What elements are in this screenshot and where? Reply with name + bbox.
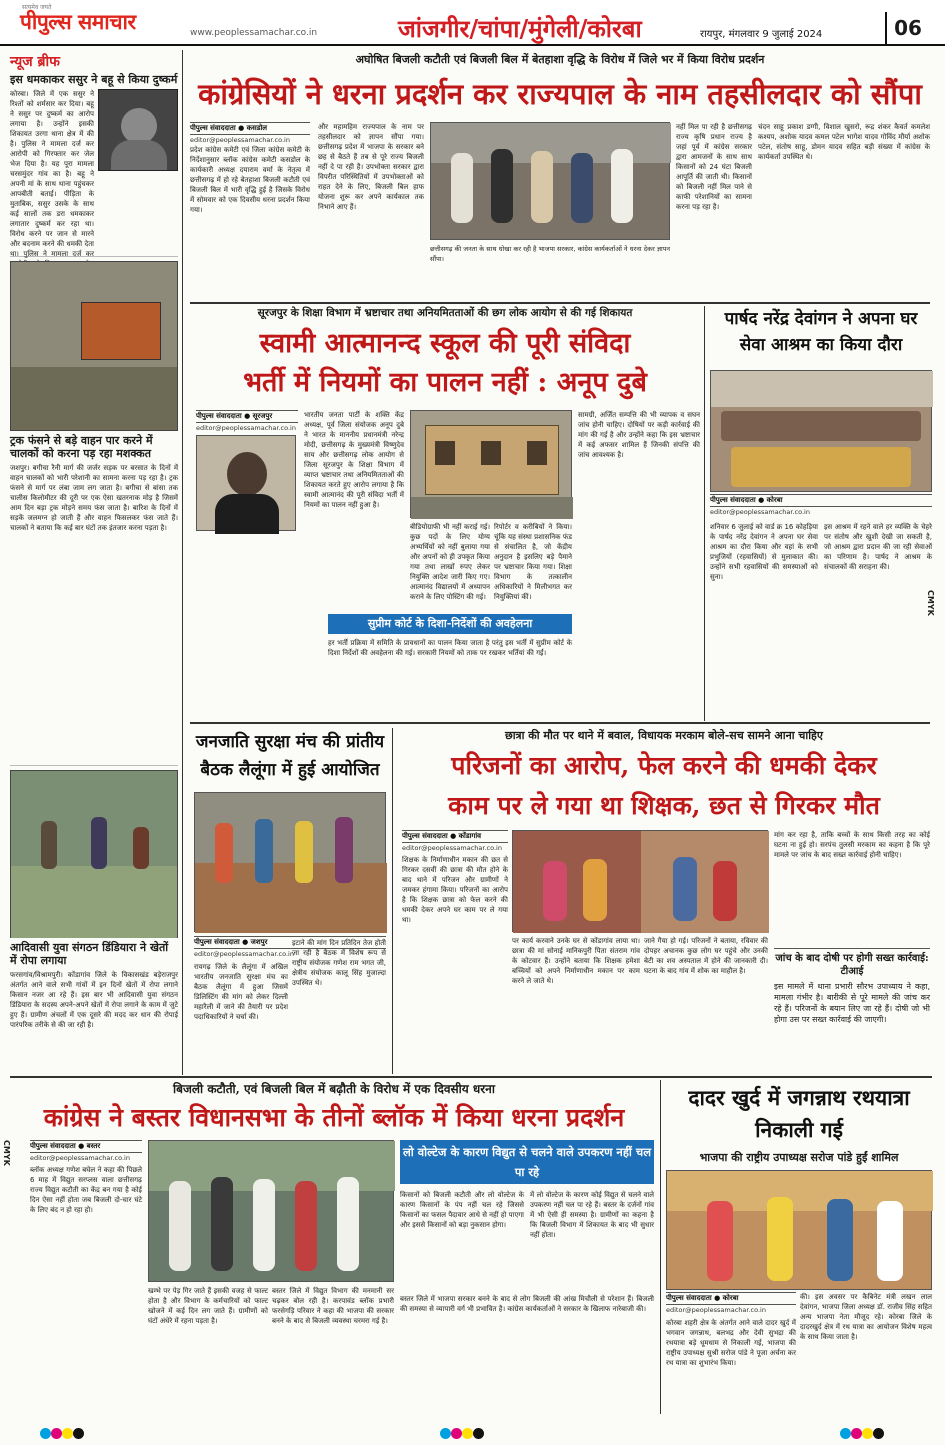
cmyk-side-mark: CMYK	[2, 1140, 11, 1166]
brief-2-photo	[10, 261, 178, 431]
news-brief-column	[10, 52, 178, 1072]
story7-body-1: कोरबा शहरी क्षेत्र के अंतर्गत आने वाले दादर खुर्द में भगवान जगन्नाथ, बलभद्र और देवी सुभद्रा की रथयात्रा बड़े धूमधाम से निकाली गई, भाजपा की राष्ट्रीय उपाध्यक्ष सुश्री सरोज पांडे ने पूजा अर्चना कर रथ यात्रा का शुभारंभ किया।	[666, 1319, 796, 1367]
story2-school-photo	[410, 410, 572, 518]
story5-headline-2: काम पर ले गया था शिक्षक, छत से गिरकर मौत	[448, 791, 880, 820]
story3-body-2: इस आश्रम में रहने वाले हर व्यक्ति के चेहरे पर संतोष और खुशी देखी जा सकती है, जो आश्रम द्वारा प्रदान की जा रही सेवाओं का परिणाम है। पार्षद ने आश्रम के संचालकों की सराहना की।	[824, 523, 932, 571]
story6-body-4: किसानों को बिजली कटौती और लो वोल्टेज के कारण किसानों के पंप नहीं चल रहे जिससे किसानों का फसल पैदावार आधे से नहीं हो पाएगा और इससे किसानों को बड़ा नुकसान होगा।	[400, 1191, 524, 1229]
story5-boxed-body: इस मामले में थाना प्रभारी सौरभ उपाध्याय ने कहा, मामला गंभीर है। बारीकी से पूरे मामले की जांच कर रहे हैं। परिजनों के बयान लिए जा रहे हैं। दोषी जो भी होगा उस पर सख्त कार्रवाई की जाएगी।	[774, 982, 930, 1024]
lead-photo-caption: छत्तीसगढ़ की जनता के साथ धोखा कर रही है भाजपा सरकार, कांग्रेस कार्यकर्ताओं ने धरना देकर ज्ञापन सौंपा।	[430, 245, 670, 263]
story3-byline: पीपुल्स संवाददाता ● कोरबा	[710, 494, 932, 507]
lead-byline: पीपुल्स संवाददाता ● कसडोल	[190, 122, 310, 135]
lead-body-1: प्रदेश कांग्रेस कमेटी एवं जिला कांग्रेस कमेटी के निर्देशानुसार ब्लॉक कांग्रेस कमेटी कसडोल के कार्यकारी अध्यक्ष दयाराम वर्मा के नेतृत्व में छत्तीसगढ़ में हो रहे बेतहाशा बिजली कटौती एवं बिजली बिल में भारी वृद्धि हुई है जिसके विरोध में सोमवार को एक दिवसीय धरना प्रदर्शन किया गया।	[190, 146, 310, 214]
story5-headline-1: परिजनों का आरोप, फेल करने की धमकी देकर	[451, 751, 877, 780]
story2-byline: पीपुल्स संवाददाता ● सूरजपुर	[196, 410, 298, 423]
story2-body-1: भारतीय जनता पार्टी के शक्ति केंद्र अध्यक्ष, पूर्व जिला संयोजक अनूप दुबे ने भारत के माननीय प्रधानमंत्री नरेन्द्र मोदी, छत्तीसगढ़ के मुख्यमंत्री विष्णुदेव साय और छत्तीसगढ़ लोक आयोग से जिला सूरजपुर के शिक्षा विभाग में व्याप्त भ्रष्टाचार तथा अनियमितताओं की शिकायत करते हुए आरोप लगाया है कि स्वामी आत्मानंद की पूरी संविदा भर्ती में नियमों का पालन नहीं हुआ है।	[304, 411, 404, 509]
story5-photo	[512, 830, 768, 932]
story5-col-1	[402, 830, 508, 1072]
section-title: जांजगीर/चांपा/मुंगेली/कोरबा	[398, 14, 642, 43]
brief-2-headline: ट्रक फंसने से बड़े वाहन पार करने में चालकों को करना पड़ रहा मशक्कत	[10, 434, 153, 460]
story6-col-1	[30, 1140, 142, 1410]
cmyk-side-mark-right: CMYK	[926, 590, 935, 616]
lead-col-1	[190, 122, 310, 302]
story3-photo	[710, 370, 932, 492]
story3-headline: पार्षद नरेंद्र देवांगन ने अपना घर सेवा आश्रम का किया दौरा	[724, 309, 918, 355]
lead-body-3: नहीं मिल पा रही है छत्तीसगढ़ राज्य कृषि प्रधान राज्य है जहां पूर्व में कांग्रेस सरकार द्वारा आमजनों के साथ साथ किसानों को 24 घंटा बिजली आपूर्ति की जाती थी। किसानों को बिजली नहीं मिल पाने से काफी परेशानियों का सामना करना पड़ रहा है।	[676, 123, 752, 211]
story2-col-1	[196, 410, 298, 720]
story6-body-5: में लो वोल्टेज के कारण कोई विद्युत से चलने वाले उपकरण नहीं चल पा रहे हैं। बस्तर के दर्जनों गांव में भी ऐसी ही समस्या है। ग्रामीणों का कहना है कि बिजली विभाग में शिकायत के बाद भी सुधार नहीं होता।	[530, 1191, 654, 1239]
masthead	[0, 0, 945, 46]
story6-body-2: खम्भे पर पेड़ गिर जाते हैं इसकी वजह से फाल्ट होता है और विभाग के कर्मचारियों को फाल्ट खोजने में कई दिन लग जाते हैं। ग्रामीणों को घंटों अंधेरे में रहना पड़ता है।	[148, 1287, 268, 1325]
story7-body-2: की। इस अवसर पर कैबिनेट मंत्री लखन लाल देवांगन, भाजपा जिला अध्यक्ष डॉ. राजीव सिंह सहित अन्य भाजपा नेता मौजूद रहे। कोरबा जिले के दादरखुर्द क्षेत्र में रथ यात्रा का आयोजन विशेष महत्व के साथ किया जाता है।	[800, 1293, 932, 1341]
story3-body-1: शनिवार 6 जुलाई को वार्ड क्र 16 कोहड़िया के पार्षद नरेंद्र देवांगन ने अपना घर सेवा आश्रम का दौरा किया और वहां के सभी प्रभुजियों (रहवासियों) से मुलाकात की। उन्होंने सभी रहवासियों की समस्याओं को सुना।	[710, 523, 818, 581]
story2-kicker: सूरजपुर के शिक्षा विभाग में भ्रष्टाचार तथा अनियमितताओं की छग लोक आयोग से की गई शिकायत	[257, 307, 633, 319]
story2-body-3: रिपोर्टर व करीबियों ने किया। चूंकि यह संस्था प्रशासनिक फंड से संचालित है, जो केंद्रीय अनुदान है इसलिए बड़े पैमाने पर भ्रष्टाचार किया गया। शिक्षा विभाग के तत्कालीन अधिकारियों ने मिलीभगत कर नियुक्तियां कीं।	[494, 523, 572, 601]
story5-body-1: शिक्षक के निर्माणाधीन मकान की छत से गिरकर दसवीं की छात्रा की मौत होने के बाद थाने में परिजन और ग्रामीणों ने जमकर हंगामा किया। परिजनों का आरोप है कि शिक्षक छात्रा को फेल करने की धमकी देकर अपने घर काम पर ले गया था।	[402, 856, 508, 924]
brief-3-body: फरसगांव/विश्रामपुरी। कोंडागांव जिले के विकासखंड बड़ेराजपुर अंतर्गत आने वाले सभी गांवों में इन दिनों खेतों में रोपा लगाने किसान नजर आ रहे हैं। इस बार भी आदिवासी युवा संगठन डिंडियारा के सदस्य अपने-अपने खेतों में रोपा लगाने के काम में जुटे हुए हैं। ग्रामीण अंचलों में एक दूसरे की मदद कर धान की रोपाई पारंपरिक तरीके से की जा रही है।	[10, 971, 178, 1029]
story7-photo	[666, 1170, 932, 1290]
page-number: 06	[885, 12, 929, 44]
logo: पीपुल्स समाचार	[20, 9, 136, 34]
story7-email[interactable]: editor@peoplessamachar.co.in	[666, 1306, 766, 1314]
story4-headline: जनजाति सुरक्षा मंच की प्रांतीय बैठक लैलूंगा में हुई आयोजित	[195, 732, 385, 780]
story5-body-2: पर कार्य करवाने उनके घर से कोंडागांव लाया था। छात्रा की मां सोनाई मानिकपुरी पिता संतराम गांव के कोटवार हैं। उन्होंने बताया कि शिक्षक हमेशा बच्चियों को अपने निर्माणाधीन मकान पर काम करने ले जाते थे।	[512, 937, 640, 985]
story5-email[interactable]: editor@peoplessamachar.co.in	[402, 844, 502, 852]
brief-1-photo	[98, 89, 178, 171]
story4-body-1: रायगढ़ जिले के लैलूंगा में अखिल भारतीय जनजाति सुरक्षा मंच का बैठक लैलूंगा में हुआ जिसमें डिलिस्टिंग की मांग को लेकर दिल्ली महारैली में जाने की तैयारी पर प्रदेश पदाधिकारियों ने चर्चा की।	[194, 963, 288, 1021]
story2-email[interactable]: editor@peoplessamachar.co.in	[196, 424, 296, 432]
story4-photo	[194, 792, 386, 932]
story7-byline-box	[666, 1292, 796, 1316]
cmyk-bottom-right	[840, 1424, 900, 1438]
story4-email[interactable]: editor@peoplessamachar.co.in	[194, 950, 294, 958]
story7-headline: दादर खुर्द में जगन्नाथ रथयात्रा निकाली गई	[688, 1085, 910, 1142]
lead-headline: कांग्रेसियों ने धरना प्रदर्शन कर राज्यपाल के नाम तहसीलदार को सौंपा	[198, 77, 922, 111]
story6-body-1: ब्लॉक अध्यक्ष गणेश बघेल ने कहा की पिछले 6 माह में विद्युत सरप्लस वाला छत्तीसगढ़ राज्य विद्युत कटौती का केंद्र बन गया है कोई दिन ऐसा नहीं होता जब बिजली दो-चार घंटे के लिए बंद न हो रहा हो।	[30, 1166, 142, 1214]
story3-email[interactable]: editor@peoplessamachar.co.in	[710, 508, 810, 516]
cmyk-bottom-left	[40, 1424, 100, 1438]
lead-email[interactable]: editor@peoplessamachar.co.in	[190, 136, 290, 144]
brief-3-headline: आदिवासी युवा संगठन डिंडियारा ने खेतों में रोपा लगाया	[10, 941, 169, 967]
lead-kicker: अघोषित बिजली कटौती एवं बिजली बिल में बेतहाशा वृद्धि के विरोध में जिले भर में किया विरोध प्रदर्शन	[355, 53, 765, 66]
issue-date: रायपुर, मंगलवार 9 जुलाई 2024	[700, 29, 823, 40]
brief-3-photo	[10, 770, 178, 938]
brief-2-body: जशपुर। बगीचा रैनी मार्ग की जर्जर सड़क पर बरसात के दिनों में वाहन चालकों को भारी परेशानी का सामना करना पड़ रहा है। ट्रक फंसने से मार्ग पर लंबा जाम लग जाता है। बगीचा से बांसा तक चालीस किलोमीटर की दूरी पर एक ऐसा खतरनाक मोड़ है जिसमें आम दिन बड़ा ट्रक मोड़ने समय फंस जाता है। बारिश के दिनों में सड़कें जलमग्न हो जाती हैं और वाहन फिसलकर फंस जाते हैं। चालकों ने बताया कि कई बार घंटों तक इंतजार करना पड़ता है।	[10, 464, 178, 532]
story6-byline: पीपुल्स संवाददाता ● बस्तर	[30, 1140, 142, 1153]
news-brief-label: न्यूज ब्रीफ	[10, 54, 60, 70]
story7-byline: पीपुल्स संवाददाता ● कोरबा	[666, 1292, 796, 1305]
story6-kicker: बिजली कटौती, एवं बिजली बिल में बढ़ौती के विरोध में एक दिवसीय धरना	[173, 1082, 495, 1096]
brief-1-body: कोरबा। जिले में एक ससुर ने रिश्तों को शर्मसार कर दिया। बहू ने ससुर पर दुष्कर्म का आरोप लगाया है। उन्होंने इसकी शिकायत उरगा थाना क्षेत्र में की है। पुलिस ने मामला दर्ज कर आरोपी को गिरफ्तार कर जेल भेज दिया है। यह पूरा मामला चरसमुंदर गांव का है। बहू ने अपनी मां के साथ थाना पहुंचकर आपबीती बताई। पीड़िता के मुताबिक, ससुर उसके के साथ कई सालों तक डरा धमकाकर लगातार दुष्कर्म कर रहा था। विरोध करने पर जान से मारने और बदनाम करने की धमकी देता था। पुलिस ने मामला दर्ज कर	[10, 90, 94, 258]
story6-body-6: बस्तर जिले में भाजपा सरकार बनने के बाद से लोग बिजली की आंख मिचौली से परेशान हैं। बिजली की समस्या से व्यापारी वर्ग भी प्रभावित है। कांग्रेस कार्यकर्ताओं ने सरकार के खिलाफ नारेबाजी की।	[400, 1295, 654, 1313]
story5-kicker: छात्रा की मौत पर थाने में बवाल, विधायक मरकाम बोले-सच सामने आना चाहिए	[505, 729, 823, 742]
story6-subhead: लो वोल्टेज के कारण विद्युत से चलने वाले उपकरण नहीं चल पा रहे	[400, 1140, 654, 1184]
lead-body-4: चंदन साहू प्रकाश डग्गी, विशाल खुसरो, रूद्र शंकर कैवर्त कमलेश कश्यप, अशोक यादव कमल पटेल भागेश यादव गोविंद मौर्या अशोक पटेल, संतोष साहू, डोमन यादव सहित बड़ी संख्या में कांग्रेस के कार्यकर्ता उपस्थित थे।	[758, 123, 930, 161]
story6-email[interactable]: editor@peoplessamachar.co.in	[30, 1154, 130, 1162]
story2-portrait	[196, 435, 296, 531]
lead-body-2: और महामहिम राज्यपाल के नाम पर तहसीलदार को ज्ञापन सौंपा गया। छत्तीसगढ़ प्रदेश में भाजपा के सरकार बने छह से बैठते हैं तब से पूरे राज्य बिजली नहीं दे पा रही है। उपभोक्ता सरकार द्वारा विपरीत परिस्थितियों में उपभोक्ताओं को राहत देने के लिए, बिजली बिल हाफ योजना शुरू कर अपने कार्यकाल तक निभाने आए हैं।	[318, 123, 424, 211]
story2-headline-2: भर्ती में नियमों का पालन नहीं : अनूप दुबे	[243, 367, 647, 398]
story5-body-3: जाने गैया हो गई। परिजनों ने बताया, रविवार की दोपहर अचानक कुछ लोग घर पहुंचे और उनकी बेटी का शव अस्पताल में होने की जानकारी दी। घटना के बाद गांव में शोक का माहौल है।	[644, 937, 768, 975]
logo-tagline: सत्यमेव जयते	[22, 4, 52, 11]
story2-body-4: सामग्री, अर्जित सम्पत्ति की भी व्यापक व सघन जांच होनी चाहिए। दोषियों पर कड़ी कार्रवाई की मांग की गई है और उन्होंने कहा कि इस भ्रष्टाचार में कई अफसर शामिल हैं जिनकी संपत्ति की जांच आवश्यक है।	[578, 411, 700, 459]
story5-boxed	[774, 948, 930, 1072]
story6-headline: कांग्रेस ने बस्तर विधानसभा के तीनों ब्लॉक में किया धरना प्रदर्शन	[43, 1103, 625, 1132]
site-url[interactable]: www.peoplessamachar.co.in	[190, 28, 318, 38]
story4-byline: पीपुल्स संवाददाता ● जशपुर	[194, 936, 386, 949]
story4-body-2: इटाने की मांग दिन प्रतिदिन तेज होती जा रही है बैठक में विशेष रूप से राष्ट्रीय संयोजक गणेश राम भगत जी, क्षेत्रीय संयोजक कालू सिंह मुजाल्दा उपस्थित थे।	[292, 939, 386, 987]
story5-body-4: मांग कर रहा है, ताकि बच्चों के साथ किसी तरह का कोई घटना ना हुई हो। सरपंच तुलसी मरकाम का कहना है कि पूरे मामले पर जांच के बाद सख्त कार्रवाई होनी चाहिए।	[774, 831, 930, 859]
cmyk-bottom-center	[440, 1424, 500, 1438]
story7-subhead: भाजपा की राष्ट्रीय उपाध्यक्ष सरोज पांडे हुईं शामिल	[699, 1151, 899, 1164]
story6-body-3: बस्तर जिले में विद्युत विभाग की मनमानी सर चढ़कर बोल रही है। करपावंड ब्लॉक प्रभारी फरसेगड़ि परिवार ने कहा की भाजपा की सरकार बनने के बाद से बिजली व्यवस्था चरमरा गई है।	[272, 1287, 394, 1325]
story2-headline-1: स्वामी आत्मानन्द स्कूल की पूरी संविदा	[259, 328, 631, 359]
story6-photo	[148, 1140, 394, 1282]
story5-byline: पीपुल्स संवाददाता ● कोंडागांव	[402, 830, 508, 843]
brief-1-headline: इस धमकाकर ससुर ने बहू से किया दुष्कर्म	[10, 73, 178, 86]
story2-body-5: हर भर्ती प्रक्रिया में समिति के प्रावधानों का पालन किया जाता है परंतु इस भर्ती में सुप्रीम कोर्ट के दिशा निर्देशों की अवहेलना की गई। सरकारी नियमों को ताक पर रखकर भर्तियां की गईं।	[328, 639, 572, 657]
story5-boxed-headline: जांच के बाद दोषी पर होगी सख्त कार्रवाई: टीआई	[775, 953, 929, 977]
story3-byline-box	[710, 494, 932, 520]
story2-subhead: सुप्रीम कोर्ट के दिशा-निर्देशों की अवहेलना	[328, 614, 572, 634]
lead-photo	[430, 122, 670, 240]
story2-body-2: बीडियोग्राफी भी नहीं कराई गई। कुछ पदों के लिए योग्य अभ्यर्थियों को नहीं बुलाया गया और अपनों को ही उपकृत किया गया तथा लाखों रुपए लेकर नियुक्ति आदेश जारी किए गए। आत्मानंद विद्यालयों में अध्यापन कराने के लिए पोस्टिंग की गई।	[410, 523, 490, 601]
